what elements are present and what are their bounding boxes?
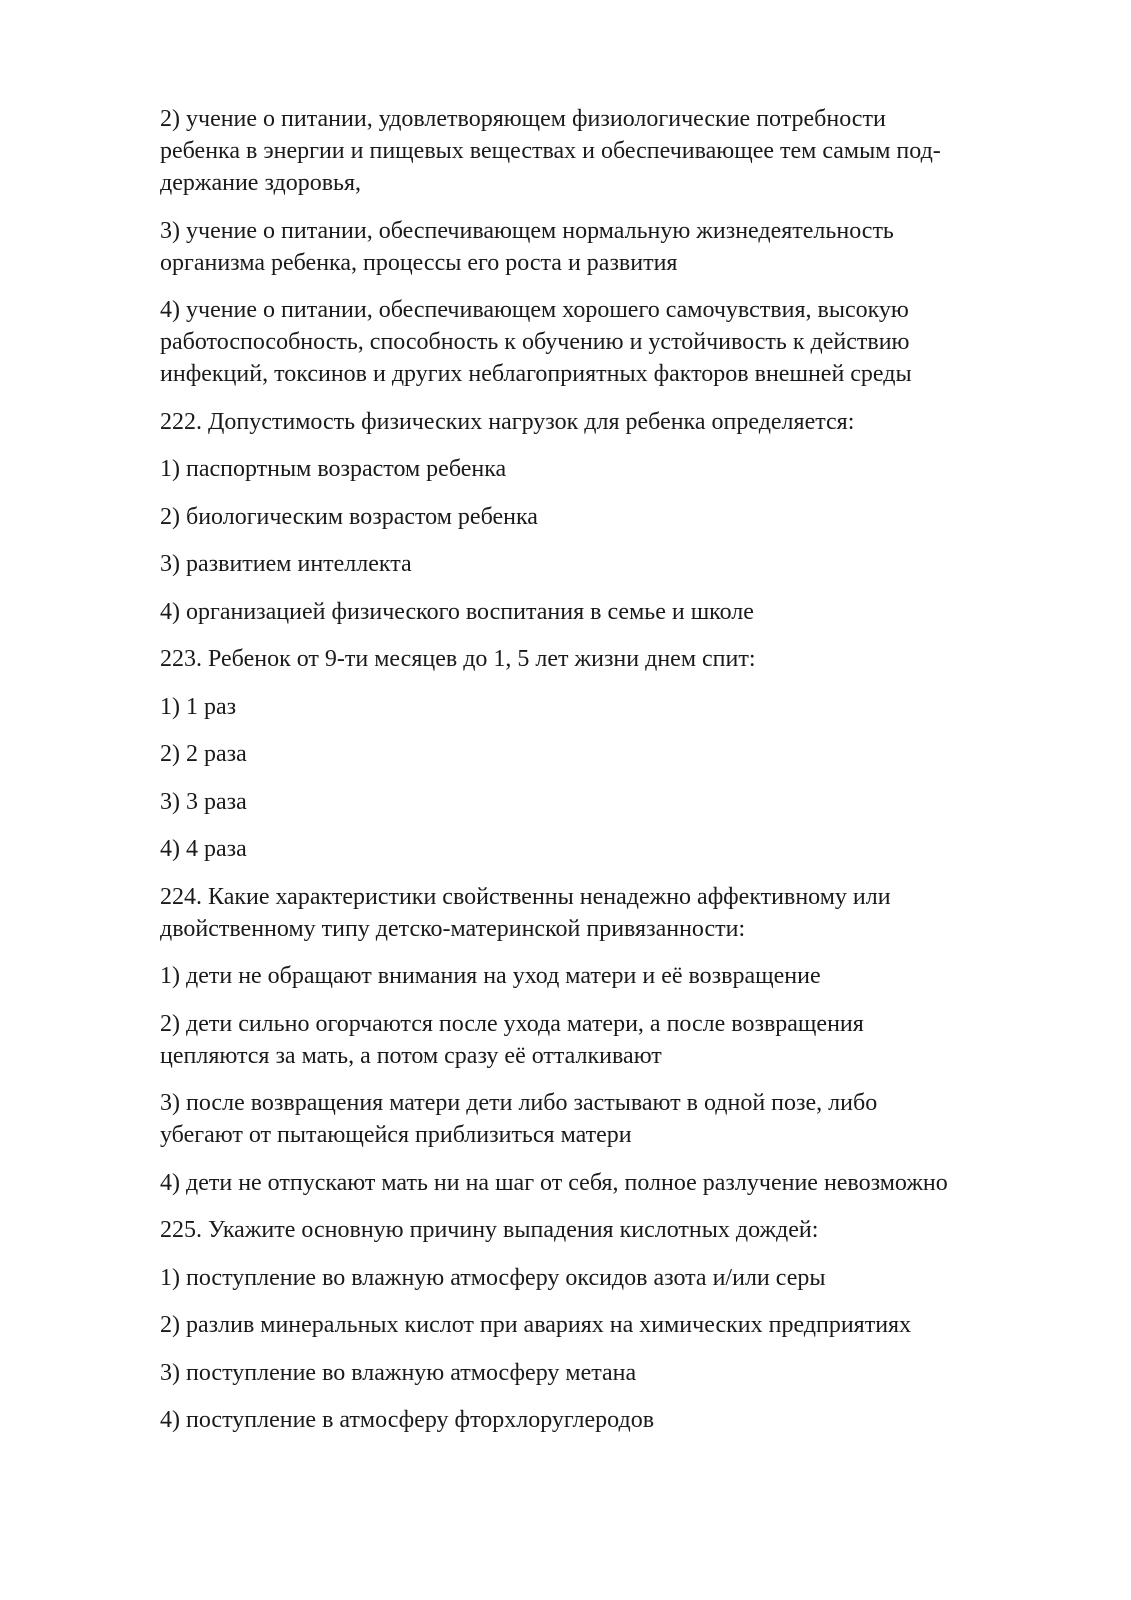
text-paragraph [160, 881, 1060, 945]
text-line: 1) 1 раз [160, 693, 237, 720]
text-paragraph [160, 1087, 1060, 1151]
text-line: 4) организацией физического воспитания в семье и школе [160, 598, 754, 625]
text-line: 2) 2 раза [160, 741, 247, 767]
text-line: 4) 4 раза [160, 836, 247, 862]
text-paragraph [160, 1167, 1060, 1199]
text-line: 3) поступление во влажную атмосферу метана [160, 1359, 637, 1386]
text-paragraph [160, 643, 1060, 675]
text-line: 4) учение о питании, обеспечивающем хорошего самочувствия, высокую [160, 297, 909, 323]
text-line: цепляются за мать, а потом сразу её отталкивают [160, 1042, 662, 1069]
text-paragraph [160, 1309, 1060, 1341]
text-paragraph [160, 833, 1060, 865]
text-paragraph [160, 1262, 1060, 1294]
text-paragraph [160, 294, 1060, 390]
text-line: 2) разлив минеральных кислот при авариях на химических предприятиях [160, 1312, 912, 1338]
text-line: 4) поступление в атмосферу фторхлоруглеродов [160, 1407, 655, 1433]
text-line: 2) учение о питании, удовлетворяющем физиологические потребности [160, 106, 886, 132]
text-line: 224. Какие характеристики свойственны ненадежно аффективному или [160, 883, 891, 910]
text-paragraph [160, 1357, 1060, 1389]
text-paragraph [160, 786, 1060, 818]
text-line: 2) биологическим возрастом ребенка [160, 503, 538, 530]
text-paragraph [160, 691, 1060, 723]
text-line: инфекций, токсинов и других неблагоприятных факторов внешней среды [160, 361, 912, 387]
text-paragraph [160, 1404, 1060, 1436]
text-line: убегают от пытающейся приблизиться матери [160, 1122, 632, 1148]
text-paragraph [160, 453, 1060, 485]
text-line: ребенка в энергии и пищевых веществах и обеспечивающее тем самым под- [160, 138, 941, 164]
text-line: организма ребенка, процессы его роста и развития [160, 249, 678, 276]
text-line: двойственному типу детско-материнской привязанности: [160, 915, 746, 942]
text-paragraph [160, 501, 1060, 533]
text-line: 3) развитием интеллекта [160, 551, 412, 577]
text-line: 4) дети не отпускают мать ни на шаг от себя, полное разлучение невозможно [160, 1169, 948, 1196]
text-line: работоспособность, способность к обучению и устойчивость к действию [160, 329, 910, 355]
text-paragraph [160, 1214, 1060, 1246]
text-line: 225. Укажите основную причину выпадения кислотных дождей: [160, 1217, 819, 1243]
text-line: 1) паспортным возрастом ребенка [160, 456, 507, 482]
text-paragraph [160, 103, 1060, 199]
text-line: 3) учение о питании, обеспечивающем нормальную жизнедеятельность [160, 217, 894, 244]
document-page [160, 103, 1060, 1452]
text-paragraph [160, 215, 1060, 279]
text-line: 3) после возвращения матери дети либо застывают в одной позе, либо [160, 1090, 878, 1116]
text-paragraph [160, 738, 1060, 770]
text-paragraph [160, 960, 1060, 992]
text-line: 222. Допустимость физических нагрузок для ребенка определяется: [160, 408, 855, 435]
text-line: 223. Ребенок от 9-ти месяцев до 1, 5 лет жизни днем спит: [160, 646, 756, 672]
text-line: 1) поступление во влажную атмосферу оксидов азота и/или серы [160, 1264, 826, 1291]
text-line: держание здоровья, [160, 170, 362, 196]
text-line: 1) дети не обращают внимания на уход матери и её возвращение [160, 963, 821, 989]
text-line: 3) 3 раза [160, 788, 247, 815]
text-paragraph [160, 1008, 1060, 1072]
text-paragraph [160, 548, 1060, 580]
text-paragraph [160, 596, 1060, 628]
text-paragraph [160, 406, 1060, 438]
text-line: 2) дети сильно огорчаются после ухода матери, а после возвращения [160, 1010, 864, 1037]
